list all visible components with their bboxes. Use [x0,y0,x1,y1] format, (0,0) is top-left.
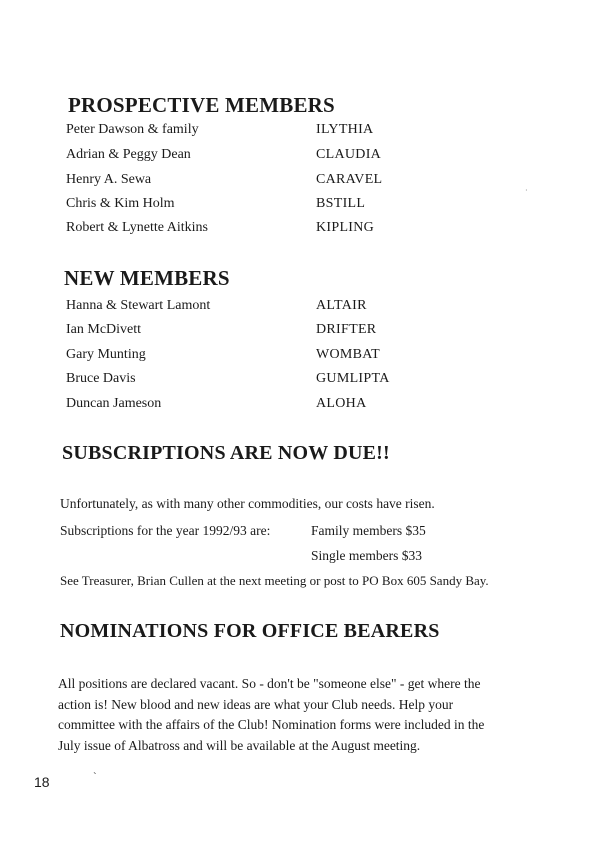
subscriptions-intro: Unfortunately, as with many other commodities, our costs have risen. [60,496,435,511]
nominations-paragraph [58,674,528,756]
nominations-line: action is! New blood and new ideas are what your Club needs. Help your [58,696,454,712]
stray-mark: ` [93,771,97,783]
new-member-name: Duncan Jameson [66,396,162,411]
page-number: 18 [34,774,50,790]
prospective-members-heading: PROSPECTIVE MEMBERS [68,93,335,117]
family-members-fee: Family members $35 [311,523,426,538]
new-member-boat: DRIFTER [316,322,377,337]
prospective-member-name: Robert & Lynette Aitkins [66,220,208,235]
prospective-member-boat: ILYTHIA [316,122,374,137]
nominations-line: committee with the affairs of the Club! Nomination forms were included in the [58,717,485,732]
prospective-member-boat: KIPLING [316,220,375,235]
new-member-name: Gary Munting [66,347,146,362]
nominations-heading: NOMINATIONS FOR OFFICE BEARERS [60,620,440,642]
prospective-member-boat: CARAVEL [316,172,383,187]
subscriptions-year-label: Subscriptions for the year 1992/93 are: [60,523,271,538]
new-member-boat: GUMLIPTA [316,371,390,386]
new-member-boat: ALOHA [316,396,367,411]
prospective-member-name: Chris & Kim Holm [66,196,175,211]
new-member-name: Hanna & Stewart Lamont [66,298,211,313]
new-member-boat: ALTAIR [316,298,367,313]
prospective-member-name: Peter Dawson & family [66,122,199,137]
treasurer-contact: See Treasurer, Brian Cullen at the next meeting or post to PO Box 605 Sandy Bay. [60,573,489,588]
single-members-fee: Single members $33 [311,548,422,563]
scan-speck: · [525,186,528,195]
new-member-name: Bruce Davis [66,371,136,386]
prospective-member-name: Adrian & Peggy Dean [66,147,191,162]
new-member-boat: WOMBAT [316,347,381,362]
nominations-line: July issue of Albatross and will be available at the August meeting. [58,737,421,753]
nominations-line: All positions are declared vacant. So - don't be "someone else" - get where the [58,676,481,691]
new-members-heading: NEW MEMBERS [64,266,230,290]
prospective-member-boat: BSTILL [316,196,366,211]
new-member-name: Ian McDivett [66,322,142,337]
subscriptions-heading: SUBSCRIPTIONS ARE NOW DUE!! [62,442,390,464]
prospective-member-name: Henry A. Sewa [66,172,152,187]
prospective-member-boat: CLAUDIA [316,147,382,162]
